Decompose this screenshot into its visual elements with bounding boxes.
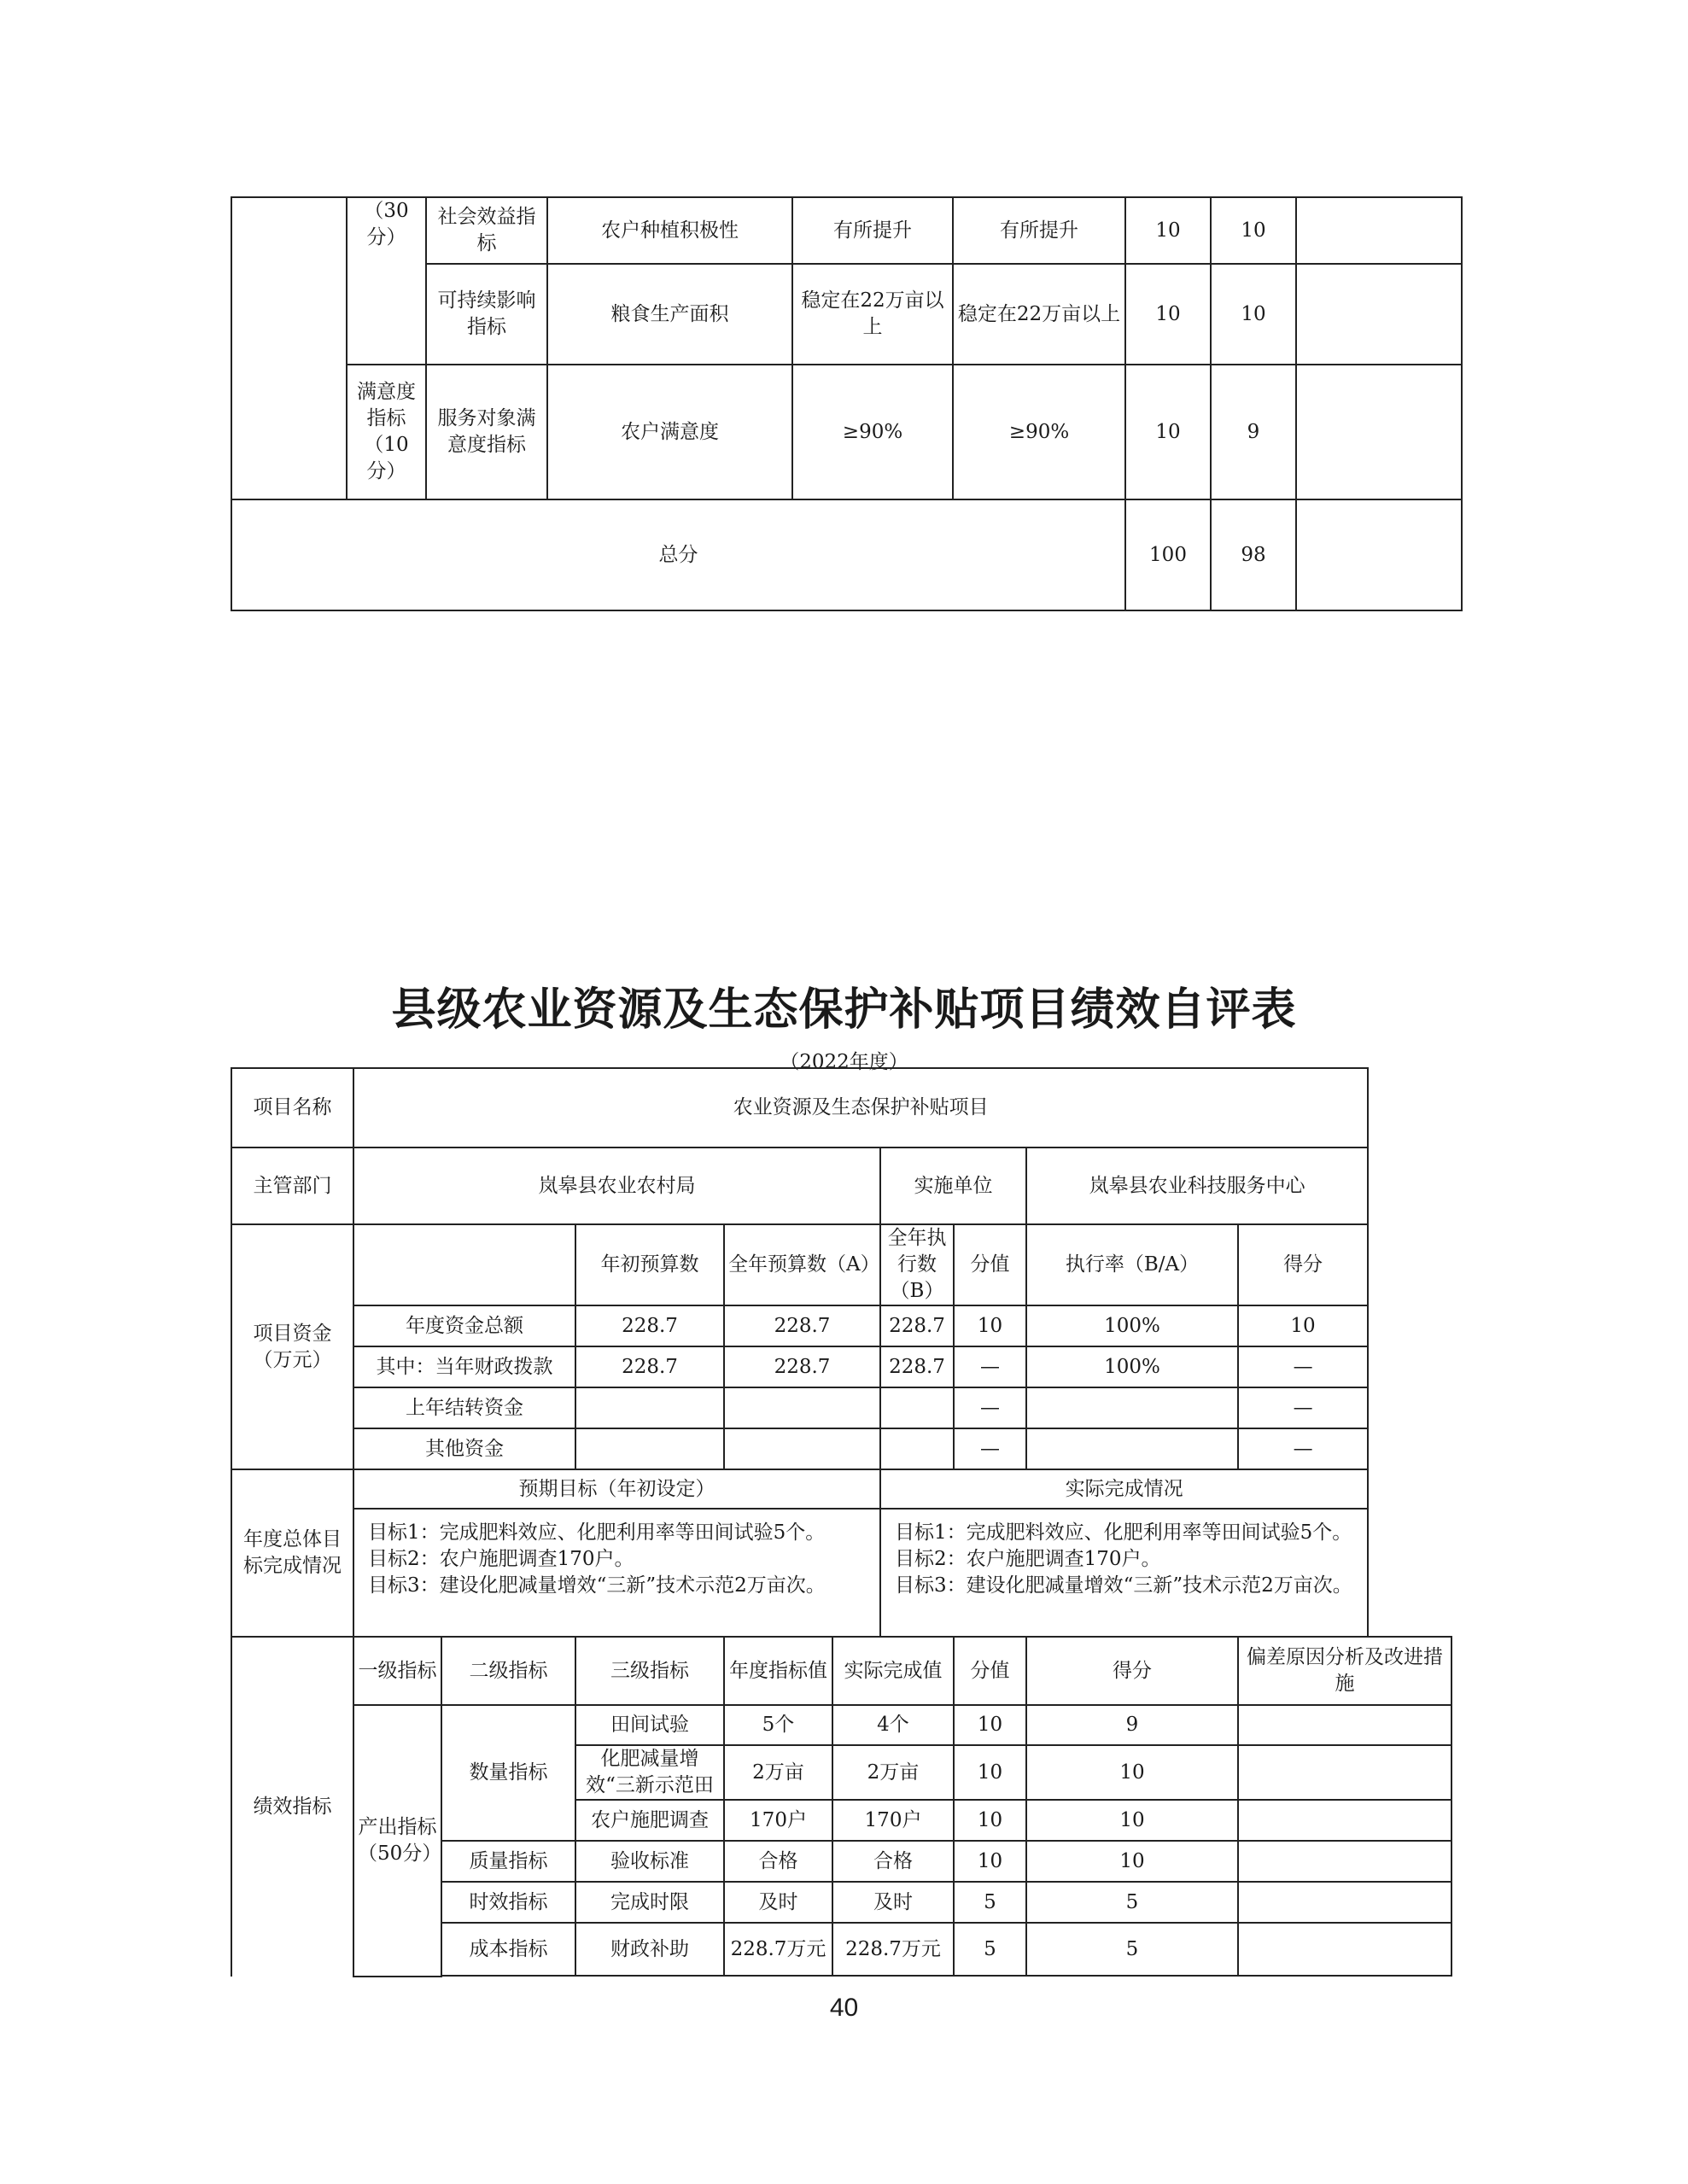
funds-row-weight: 10: [954, 1305, 1026, 1346]
perf-l3-cell: 完成时限: [575, 1882, 724, 1923]
funds-header-exec: 全年执行数（B）: [880, 1224, 954, 1305]
funds-header-score: 得分: [1238, 1224, 1368, 1305]
perf-header-score: 得分: [1026, 1637, 1238, 1705]
dept-value: 岚皋县农业农村局: [353, 1147, 880, 1224]
funds-row-annual: [724, 1387, 880, 1428]
perf-note-cell: [1238, 1745, 1451, 1800]
perf-l3-cell: 农户施肥调查: [575, 1800, 724, 1841]
perf-score-cell: 5: [1026, 1882, 1238, 1923]
top-note-cell: [1296, 197, 1462, 264]
funds-row-weight: —: [954, 1428, 1026, 1469]
funds-row-initial: 228.7: [575, 1346, 724, 1387]
project-name-value: 农业资源及生态保护补贴项目: [353, 1068, 1368, 1147]
perf-target-cell: 170户: [724, 1800, 832, 1841]
top-actual-cell: 稳定在22万亩以上: [953, 264, 1125, 365]
top-l2-cell: 可持续影响指标: [426, 264, 547, 365]
total-weight: 100: [1125, 499, 1211, 610]
perf-header-l2: 二级指标: [441, 1637, 575, 1705]
top-score-cell: 9: [1211, 365, 1296, 499]
document-title: 县级农业资源及生态保护补贴项目绩效自评表: [391, 984, 1297, 1036]
perf-header-actual: 实际完成值: [832, 1637, 954, 1705]
perf-header-l1: 一级指标: [353, 1637, 441, 1705]
funds-row-exec: 228.7: [880, 1305, 954, 1346]
funds-row-score: —: [1238, 1346, 1368, 1387]
funds-row-score: —: [1238, 1387, 1368, 1428]
perf-weight-cell: 5: [954, 1923, 1026, 1976]
perf-actual-cell: 4个: [832, 1705, 954, 1745]
actual-goals-cell: [880, 1509, 1368, 1637]
funds-row-score: —: [1238, 1428, 1368, 1469]
funds-row-label: 年度资金总额: [353, 1305, 575, 1346]
top-table: [231, 196, 1463, 611]
project-name-label: 项目名称: [231, 1068, 353, 1147]
funds-row-rate: 100%: [1026, 1305, 1238, 1346]
perf-weight-cell: 10: [954, 1705, 1026, 1745]
document-subtitle: （2022年度）: [780, 1051, 908, 1073]
perf-l2-cell: 成本指标: [441, 1923, 575, 1976]
total-label: 总分: [231, 499, 1125, 610]
top-weight-cell: 10: [1125, 264, 1211, 365]
top-target-cell: 稳定在22万亩以上: [792, 264, 953, 365]
perf-note-cell: [1238, 1923, 1451, 1976]
top-weight-cell: 10: [1125, 365, 1211, 499]
funds-row-exec: 228.7: [880, 1346, 954, 1387]
perf-header-note: 偏差原因分析及改进措施: [1238, 1637, 1451, 1705]
actual-goal-2: 目标2：农户施肥调查170户。: [895, 1548, 1161, 1570]
impl-label: 实施单位: [880, 1147, 1026, 1224]
perf-l3-cell: 财政补助: [575, 1923, 724, 1976]
perf-header-l3: 三级指标: [575, 1637, 724, 1705]
actual-goal-header: 实际完成情况: [880, 1469, 1368, 1509]
funds-row-rate: 100%: [1026, 1346, 1238, 1387]
perf-l3-cell: 化肥减量增效“三新示范田: [575, 1745, 724, 1800]
funds-row-initial: [575, 1428, 724, 1469]
dept-label: 主管部门: [231, 1147, 353, 1224]
top-score-cell: 10: [1211, 197, 1296, 264]
funds-row-weight: —: [954, 1387, 1026, 1428]
top-l2-cell: 服务对象满意度指标: [426, 365, 547, 499]
funds-row-rate: [1026, 1387, 1238, 1428]
goal-label: 年度总体目标完成情况: [231, 1469, 353, 1637]
perf-l2-cell: 质量指标: [441, 1841, 575, 1882]
perf-actual-cell: 及时: [832, 1882, 954, 1923]
top-note-cell: [1296, 264, 1462, 365]
funds-row-exec: [880, 1387, 954, 1428]
funds-row-score: 10: [1238, 1305, 1368, 1346]
top-target-cell: 有所提升: [792, 197, 953, 264]
total-note: [1296, 499, 1462, 610]
top-actual-cell: 有所提升: [953, 197, 1125, 264]
expected-goal-header: 预期目标（年初设定）: [353, 1469, 880, 1509]
actual-goal-3: 目标3：建设化肥减量增效“三新”技术示范2万亩次。: [895, 1574, 1352, 1597]
perf-score-cell: 9: [1026, 1705, 1238, 1745]
funds-row-weight: —: [954, 1346, 1026, 1387]
expected-goal-1: 目标1：完成肥料效应、化肥利用率等田间试验5个。: [368, 1521, 826, 1544]
perf-l3-cell: 验收标准: [575, 1841, 724, 1882]
perf-weight-cell: 10: [954, 1800, 1026, 1841]
top-l2-cell: 社会效益指标: [426, 197, 547, 264]
funds-label: 项目资金（万元）: [231, 1224, 353, 1469]
top-actual-cell: ≥90%: [953, 365, 1125, 499]
funds-row-annual: [724, 1428, 880, 1469]
funds-row-label: 上年结转资金: [353, 1387, 575, 1428]
funds-row-label: 其中：当年财政拨款: [353, 1346, 575, 1387]
perf-l1-cell: 产出指标（50分）: [353, 1705, 441, 1977]
perf-l2-cell: 时效指标: [441, 1882, 575, 1923]
perf-score-cell: 10: [1026, 1841, 1238, 1882]
perf-l2-cell: 数量指标: [441, 1705, 575, 1841]
top-l3-cell: 粮食生产面积: [547, 264, 792, 365]
perf-l3-cell: 田间试验: [575, 1705, 724, 1745]
perf-header-target: 年度指标值: [724, 1637, 832, 1705]
funds-row-rate: [1026, 1428, 1238, 1469]
perf-score-cell: 10: [1026, 1745, 1238, 1800]
perf-target-cell: 228.7万元: [724, 1923, 832, 1976]
spacer-row: [441, 1976, 1451, 1977]
perf-note-cell: [1238, 1841, 1451, 1882]
perf-score-cell: 5: [1026, 1923, 1238, 1976]
funds-row-annual: 228.7: [724, 1346, 880, 1387]
top-l1-cell: （30分）: [347, 197, 426, 365]
perf-label: 绩效指标: [231, 1637, 353, 1977]
funds-row-initial: 228.7: [575, 1305, 724, 1346]
top-score-cell: 10: [1211, 264, 1296, 365]
perf-actual-cell: 170户: [832, 1800, 954, 1841]
perf-target-cell: 合格: [724, 1841, 832, 1882]
expected-goals-cell: [353, 1509, 880, 1637]
funds-row-label: 其他资金: [353, 1428, 575, 1469]
funds-row-annual: 228.7: [724, 1305, 880, 1346]
perf-actual-cell: 2万亩: [832, 1745, 954, 1800]
top-l3-cell: 农户满意度: [547, 365, 792, 499]
funds-header-annual: 全年预算数（A）: [724, 1224, 880, 1305]
evaluation-form: [231, 1067, 1452, 1977]
page-number: 40: [829, 1994, 859, 2022]
perf-actual-cell: 228.7万元: [832, 1923, 954, 1976]
top-l0-cell: [231, 197, 347, 499]
funds-row-exec: [880, 1428, 954, 1469]
funds-header-blank: [353, 1224, 575, 1305]
perf-header-weight: 分值: [954, 1637, 1026, 1705]
expected-goal-2: 目标2：农户施肥调查170户。: [368, 1548, 634, 1570]
expected-goal-3: 目标3：建设化肥减量增效“三新”技术示范2万亩次。: [368, 1574, 826, 1597]
top-l3-cell: 农户种植积极性: [547, 197, 792, 264]
perf-target-cell: 及时: [724, 1882, 832, 1923]
top-target-cell: ≥90%: [792, 365, 953, 499]
funds-header-rate: 执行率（B/A）: [1026, 1224, 1238, 1305]
perf-note-cell: [1238, 1705, 1451, 1745]
top-weight-cell: 10: [1125, 197, 1211, 264]
perf-weight-cell: 10: [954, 1841, 1026, 1882]
funds-row-initial: [575, 1387, 724, 1428]
perf-actual-cell: 合格: [832, 1841, 954, 1882]
perf-note-cell: [1238, 1882, 1451, 1923]
total-score: 98: [1211, 499, 1296, 610]
actual-goal-1: 目标1：完成肥料效应、化肥利用率等田间试验5个。: [895, 1521, 1352, 1544]
perf-target-cell: 2万亩: [724, 1745, 832, 1800]
perf-weight-cell: 10: [954, 1745, 1026, 1800]
perf-weight-cell: 5: [954, 1882, 1026, 1923]
top-l1-cell: 满意度指标（10分）: [347, 365, 426, 499]
perf-target-cell: 5个: [724, 1705, 832, 1745]
impl-value: 岚皋县农业科技服务中心: [1026, 1147, 1368, 1224]
funds-header-weight: 分值: [954, 1224, 1026, 1305]
perf-score-cell: 10: [1026, 1800, 1238, 1841]
perf-note-cell: [1238, 1800, 1451, 1841]
top-note-cell: [1296, 365, 1462, 499]
funds-header-initial: 年初预算数: [575, 1224, 724, 1305]
